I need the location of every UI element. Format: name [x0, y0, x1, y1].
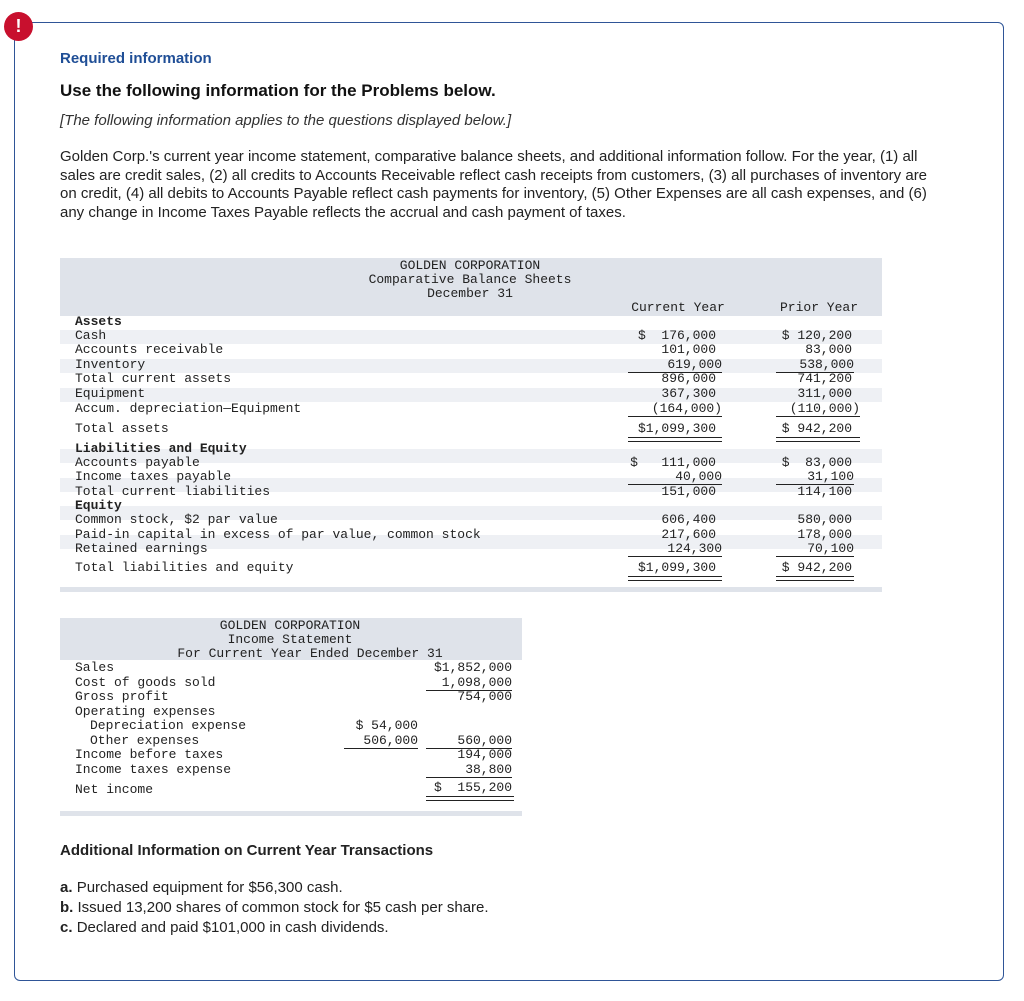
bs-label-retained-earnings: Retained earnings	[75, 541, 208, 556]
is-outer-net-income: $ 155,200	[433, 780, 512, 795]
section-heading: Use the following information for the Problems below.	[60, 81, 496, 100]
bs-prior-total-liabilities-equity: $ 942,200	[781, 560, 852, 575]
is-inner-other-expenses: 506,000	[344, 734, 418, 749]
bs-label-total-assets: Total assets	[75, 421, 169, 436]
is-label-cogs: Cost of goods sold	[75, 675, 216, 690]
bs-cur-accounts-payable: $ 111,000	[630, 455, 716, 470]
intro-paragraph: Golden Corp.'s current year income statement, comparative balance sheets, and additional information follow. For the year, (1) all sales are credit sales, (2) all credits to Accounts Receivable reflect cash receipts from customers, (3) all purchases of inventory are on credit, (4) all debits to Accounts Payable reflect cash payments for inventory, (5) Other Expenses are all cash expenses, and (6) any change in Income Taxes Payable reflects the accrual and cash payment of taxes.	[60, 148, 928, 221]
income-statement-period: For Current Year Ended December 31	[177, 646, 443, 661]
is-label-gross-profit: Gross profit	[75, 689, 169, 704]
bs-label-income-taxes-payable: Income taxes payable	[75, 469, 232, 484]
col-prior-year: Prior Year	[779, 300, 858, 315]
list-item: b. Issued 13,200 shares of common stock for $5 cash per share.	[60, 899, 489, 916]
is-label-other-expenses: Other expenses	[90, 733, 200, 748]
is-label-operating-expenses: Operating expenses	[75, 704, 216, 719]
bs-label-total-current-assets: Total current assets	[75, 371, 232, 386]
bs-prior-total-assets: $ 942,200	[781, 421, 852, 436]
bs-label-accounts-receivable: Accounts receivable	[75, 342, 224, 357]
income-statement-title: GOLDEN CORPORATION	[219, 618, 361, 633]
is-inner-depreciation: $ 54,000	[355, 718, 418, 733]
balance-sheet-date: December 31	[427, 286, 513, 301]
required-information-label: Required information	[60, 50, 212, 67]
bs-cur-paid-in-capital: 217,600	[661, 527, 716, 542]
bs-label-paid-in-capital: Paid-in capital in excess of par value, common stock	[75, 527, 481, 542]
bs-cur-retained-earnings: 124,300	[628, 542, 722, 557]
bs-label-assets: Assets	[75, 314, 122, 329]
bs-prior-equipment: 311,000	[797, 386, 852, 401]
bs-cur-total-liabilities-equity: $1,099,300	[637, 560, 716, 575]
bs-cur-income-taxes-payable: 40,000	[628, 470, 722, 485]
list-item: c. Declared and paid $101,000 in cash dividends.	[60, 919, 389, 936]
bs-cur-total-current-liabilities: 151,000	[661, 484, 716, 499]
additional-info-title: Additional Information on Current Year Transactions	[60, 842, 434, 859]
is-label-income-before-taxes: Income before taxes	[75, 747, 224, 762]
is-label-income-taxes-expense: Income taxes expense	[75, 762, 232, 777]
bs-prior-income-taxes-payable: 31,100	[776, 470, 854, 485]
bs-label-accounts-payable: Accounts payable	[75, 455, 200, 470]
bs-prior-paid-in-capital: 178,000	[797, 527, 852, 542]
is-outer-income-before-taxes: 194,000	[457, 747, 512, 762]
is-outer-total-operating: 560,000	[426, 734, 512, 749]
bs-prior-total-current-liabilities: 114,100	[797, 484, 852, 499]
bs-prior-common-stock: 580,000	[797, 512, 852, 527]
alert-icon: !	[4, 12, 33, 41]
bs-label-inventory: Inventory	[75, 357, 146, 372]
bs-label-accum-depreciation: Accum. depreciation—Equipment	[75, 401, 302, 416]
is-label-sales: Sales	[75, 660, 115, 675]
is-outer-cogs: 1,098,000	[426, 676, 512, 691]
bs-label-common-stock: Common stock, $2 par value	[75, 512, 278, 527]
bs-cur-common-stock: 606,400	[661, 512, 716, 527]
is-outer-income-taxes: 38,800	[426, 763, 512, 778]
bs-label-total-current-liabilities: Total current liabilities	[75, 484, 271, 499]
is-outer-sales: $1,852,000	[433, 660, 512, 675]
bs-label-equity: Equity	[75, 498, 122, 513]
bs-label-equipment: Equipment	[75, 386, 146, 401]
is-outer-gross-profit: 754,000	[457, 689, 512, 704]
list-item: a. Purchased equipment for $56,300 cash.	[60, 879, 343, 896]
balance-sheet-title: GOLDEN CORPORATION	[399, 258, 541, 273]
bs-prior-inventory: 538,000	[776, 358, 854, 373]
bs-prior-retained-earnings: 70,100	[776, 542, 854, 557]
income-statement-subtitle: Income Statement	[227, 632, 353, 647]
bs-cur-cash: $ 176,000	[637, 328, 716, 343]
bs-prior-cash: $ 120,200	[781, 328, 852, 343]
bs-label-cash: Cash	[75, 328, 107, 343]
bs-cur-accounts-receivable: 101,000	[661, 342, 716, 357]
bs-label-liabilities-equity: Liabilities and Equity	[75, 441, 247, 456]
bs-cur-total-current-assets: 896,000	[661, 371, 716, 386]
bs-cur-total-assets: $1,099,300	[637, 421, 716, 436]
bs-label-total-liabilities-equity: Total liabilities and equity	[75, 560, 294, 575]
bs-prior-total-current-assets: 741,200	[797, 371, 852, 386]
bs-prior-accounts-payable: $ 83,000	[781, 455, 852, 470]
bs-cur-equipment: 367,300	[661, 386, 716, 401]
bs-cur-accum-depreciation: (164,000)	[628, 402, 722, 417]
col-current-year: Current Year	[631, 300, 725, 315]
income-statement-table	[60, 618, 522, 816]
balance-sheet-table	[60, 258, 882, 592]
is-label-net-income: Net income	[75, 782, 154, 797]
is-label-depreciation: Depreciation expense	[90, 718, 247, 733]
additional-info-list	[60, 878, 489, 938]
balance-sheet-subtitle: Comparative Balance Sheets	[368, 272, 572, 287]
bs-prior-accum-depreciation: (110,000)	[776, 402, 860, 417]
applies-note: [The following information applies to the questions displayed below.]	[60, 112, 512, 129]
bs-prior-accounts-receivable: 83,000	[805, 342, 852, 357]
bs-cur-inventory: 619,000	[628, 358, 722, 373]
